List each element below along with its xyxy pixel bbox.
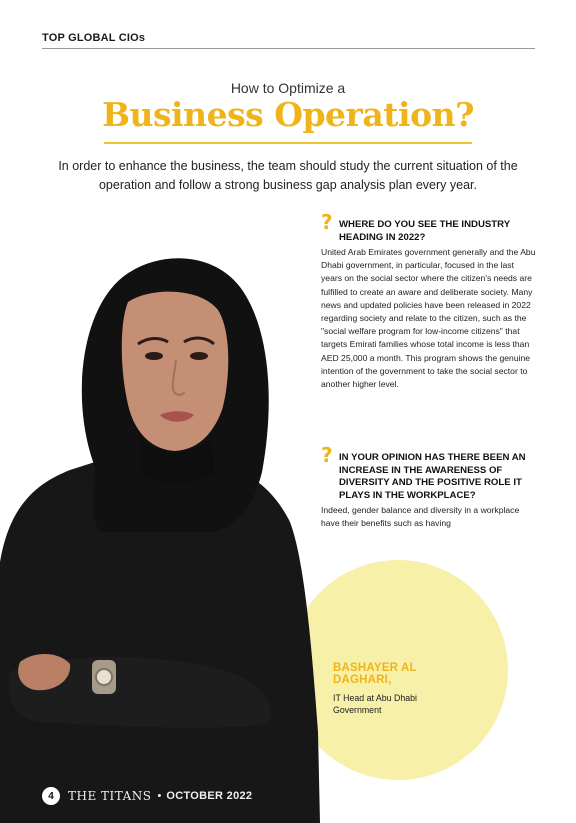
profile-name-line2: DAGHARI,	[333, 674, 392, 686]
answer-text: United Arab Emirates government generally and the Abu Dhabi government, in particular, focused in the last years on the social sector where the citizen's needs are fulfilled to create an aware and deliberate society. Many news and updated policies have been released in 2022 regarding society and relate to the citizen, such as the "social welfare program for low-income citizens" that targets Emirati families whose total income is less than AED 25,000 a month. This program shows the genuine intention of the government to take the social sector to another higher level.	[321, 247, 536, 390]
section-label: TOP GLOBAL CIOs	[42, 32, 146, 44]
portrait-photo	[0, 232, 320, 823]
question-text: WHERE DO YOU SEE THE INDUSTRY HEADING IN 2022?	[339, 219, 510, 243]
qa-block-2	[321, 443, 537, 530]
question-text: IN YOUR OPINION HAS THERE BEEN AN INCREASE IN THE AWARENESS OF DIVERSITY AND THE POSITIVE ROLE IT PLAYS IN THE WORKPLACE?	[339, 452, 526, 501]
header-divider	[42, 48, 535, 49]
issue-date: OCTOBER 2022	[166, 790, 253, 802]
profile-name-line1: BASHAYER AL	[333, 662, 417, 674]
magazine-name: THE TITANS	[68, 789, 152, 803]
page-number: 4	[42, 787, 60, 805]
intro-paragraph: In order to enhance the business, the team should study the current situation of the operation and follow a strong business gap analysis plan every year.	[58, 159, 518, 192]
title-kicker: How to Optimize a	[230, 80, 346, 96]
qa-block-1	[321, 210, 537, 391]
profile-role: IT Head at Abu Dhabi Government	[333, 693, 417, 715]
question-mark-icon: ?	[321, 443, 333, 467]
question-mark-icon: ?	[321, 210, 333, 234]
page-footer	[42, 787, 252, 805]
footer-separator: •	[157, 790, 162, 802]
profile-name	[333, 662, 417, 686]
question-heading	[321, 210, 537, 244]
question-heading	[321, 443, 537, 502]
answer-text: Indeed, gender balance and diversity in a workplace have their benefits such as having	[321, 505, 520, 529]
page-title: Business Operation?	[102, 95, 474, 134]
title-divider	[104, 142, 472, 144]
